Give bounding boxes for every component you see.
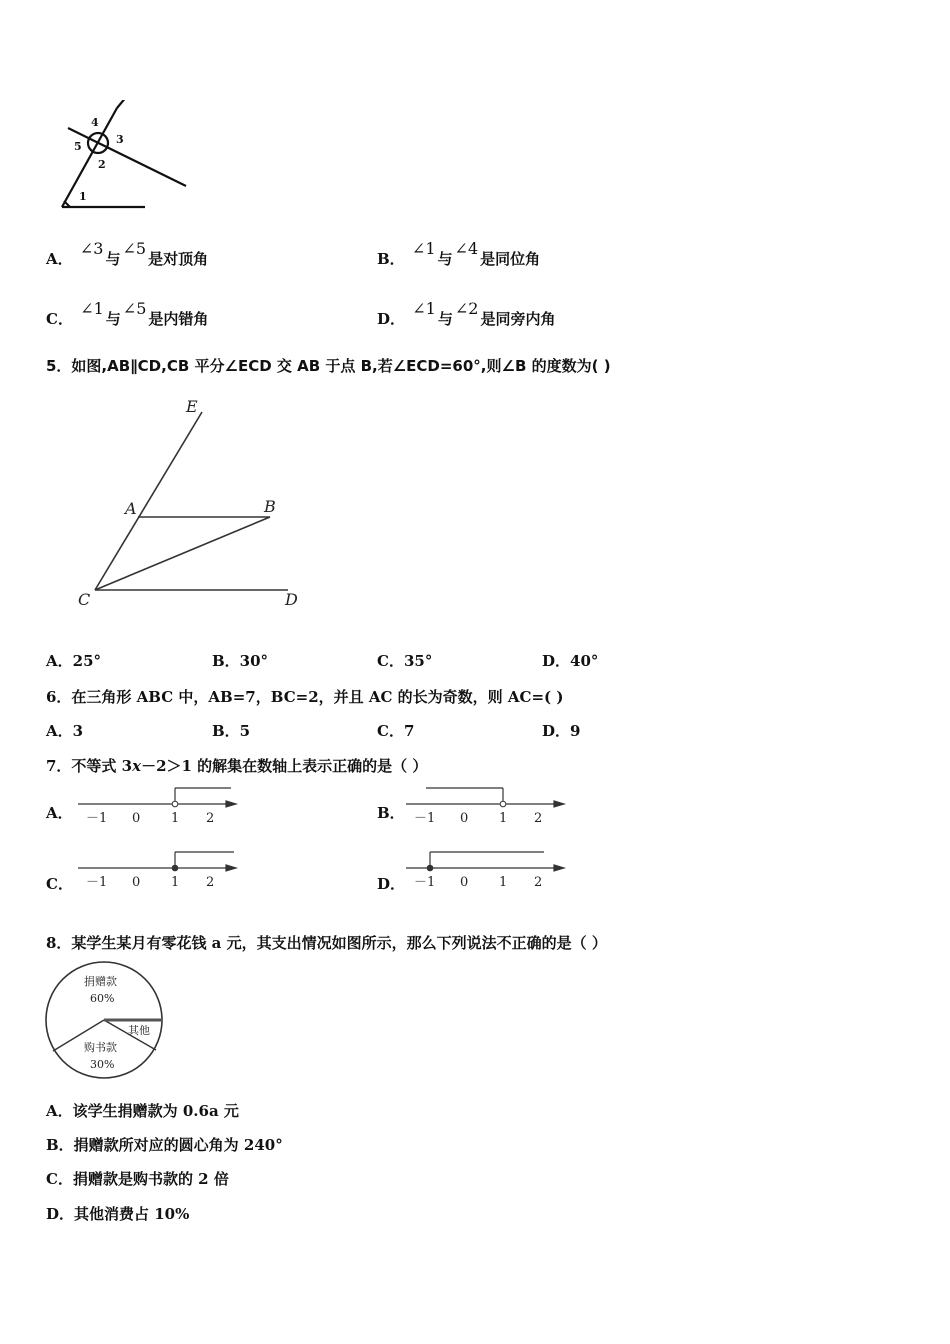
number-line-d — [404, 846, 569, 894]
parallel-lines-figure — [60, 390, 320, 620]
q5-option-a[interactable]: A．25° — [46, 652, 102, 670]
q6-option-a[interactable]: A．3 — [46, 722, 84, 740]
pie-chart — [40, 958, 170, 1088]
pie-pct-books: 30% — [90, 1058, 115, 1071]
q5-option-b[interactable]: B．30° — [212, 652, 269, 670]
q5-option-c[interactable]: C．35° — [377, 652, 433, 670]
point-a: A — [125, 499, 137, 518]
number-line-c — [76, 846, 241, 894]
label-5: 5 — [74, 140, 82, 153]
q7-option-d-label[interactable]: D． — [377, 875, 406, 893]
point-d: D — [285, 590, 298, 609]
point-c: C — [78, 590, 91, 609]
slanted-line — [62, 108, 117, 207]
q7-option-a-label[interactable]: A． — [46, 804, 73, 822]
q6-option-b[interactable]: B．5 — [212, 722, 251, 740]
q4-option-d[interactable]: D． ∠1与∠2是同旁内角 — [377, 299, 556, 328]
tick-neg1: －1 — [414, 811, 436, 826]
label-2: 2 — [98, 158, 106, 171]
tick-0: 0 — [132, 811, 141, 826]
q6-option-c[interactable]: C．7 — [377, 722, 415, 740]
q4-option-b[interactable]: B． ∠1与∠4是同位角 — [377, 239, 541, 268]
tick-0: 0 — [132, 875, 141, 890]
q8-option-a[interactable]: A．该学生捐赠款为 0.6a 元 — [46, 1102, 239, 1120]
tick-1: 1 — [499, 811, 508, 826]
q7-option-b-label[interactable]: B． — [377, 804, 405, 822]
pie-label-donation: 捐赠款 — [84, 975, 117, 988]
point-b: B — [264, 497, 276, 516]
q8-option-b[interactable]: B．捐赠款所对应的圆心角为 240° — [46, 1136, 283, 1154]
tick-1: 1 — [171, 811, 180, 826]
angles-figure — [50, 100, 200, 215]
pie-label-other: 其他 — [128, 1024, 150, 1037]
number-line-a — [76, 782, 241, 830]
tick-neg1: －1 — [86, 811, 108, 826]
tick-1: 1 — [171, 875, 180, 890]
point-e: E — [186, 397, 198, 416]
line-cb — [95, 517, 270, 590]
q5-option-d[interactable]: D．40° — [542, 652, 599, 670]
label-3: 3 — [116, 133, 124, 146]
tick-2: 2 — [534, 811, 543, 826]
crossing-line — [68, 128, 186, 186]
tick-0: 0 — [460, 875, 469, 890]
number-line-b — [404, 782, 569, 830]
q6-option-d[interactable]: D．9 — [542, 722, 581, 740]
tick-neg1: －1 — [86, 875, 108, 890]
q8-option-c[interactable]: C．捐赠款是购书款的 2 倍 — [46, 1170, 229, 1188]
q8-option-d[interactable]: D．其他消费占 10% — [46, 1205, 190, 1223]
label-4: 4 — [91, 116, 99, 129]
label-1: 1 — [79, 190, 87, 203]
tick-neg1: －1 — [414, 875, 436, 890]
tick-2: 2 — [534, 875, 543, 890]
q7-stem: 7．不等式 3x－2＞1 的解集在数轴上表示正确的是（ ） — [46, 757, 428, 775]
pie-pct-donation: 60% — [90, 992, 115, 1005]
pie-label-books: 购书款 — [84, 1041, 117, 1054]
q4-option-c[interactable]: C． ∠1与∠5是内错角 — [46, 299, 209, 328]
tick-2: 2 — [206, 811, 215, 826]
q4-option-a[interactable]: A． ∠3与∠5是对顶角 — [46, 239, 209, 268]
q7-option-c-label[interactable]: C． — [46, 875, 73, 893]
q8-stem: 8．某学生某月有零花钱 a 元，其支出情况如图所示，那么下列说法不正确的是（ ） — [46, 934, 607, 952]
tick-2: 2 — [206, 875, 215, 890]
q5-stem: 5．如图,AB∥CD,CB 平分∠ECD 交 AB 于点 B,若∠ECD=60°,则∠B 的度数为( ) — [46, 357, 611, 375]
tick-1: 1 — [499, 875, 508, 890]
line-ce — [95, 412, 202, 590]
tick-0: 0 — [460, 811, 469, 826]
q6-stem: 6．在三角形 ABC 中，AB=7，BC=2，并且 AC 的长为奇数，则 AC=( ) — [46, 688, 564, 706]
